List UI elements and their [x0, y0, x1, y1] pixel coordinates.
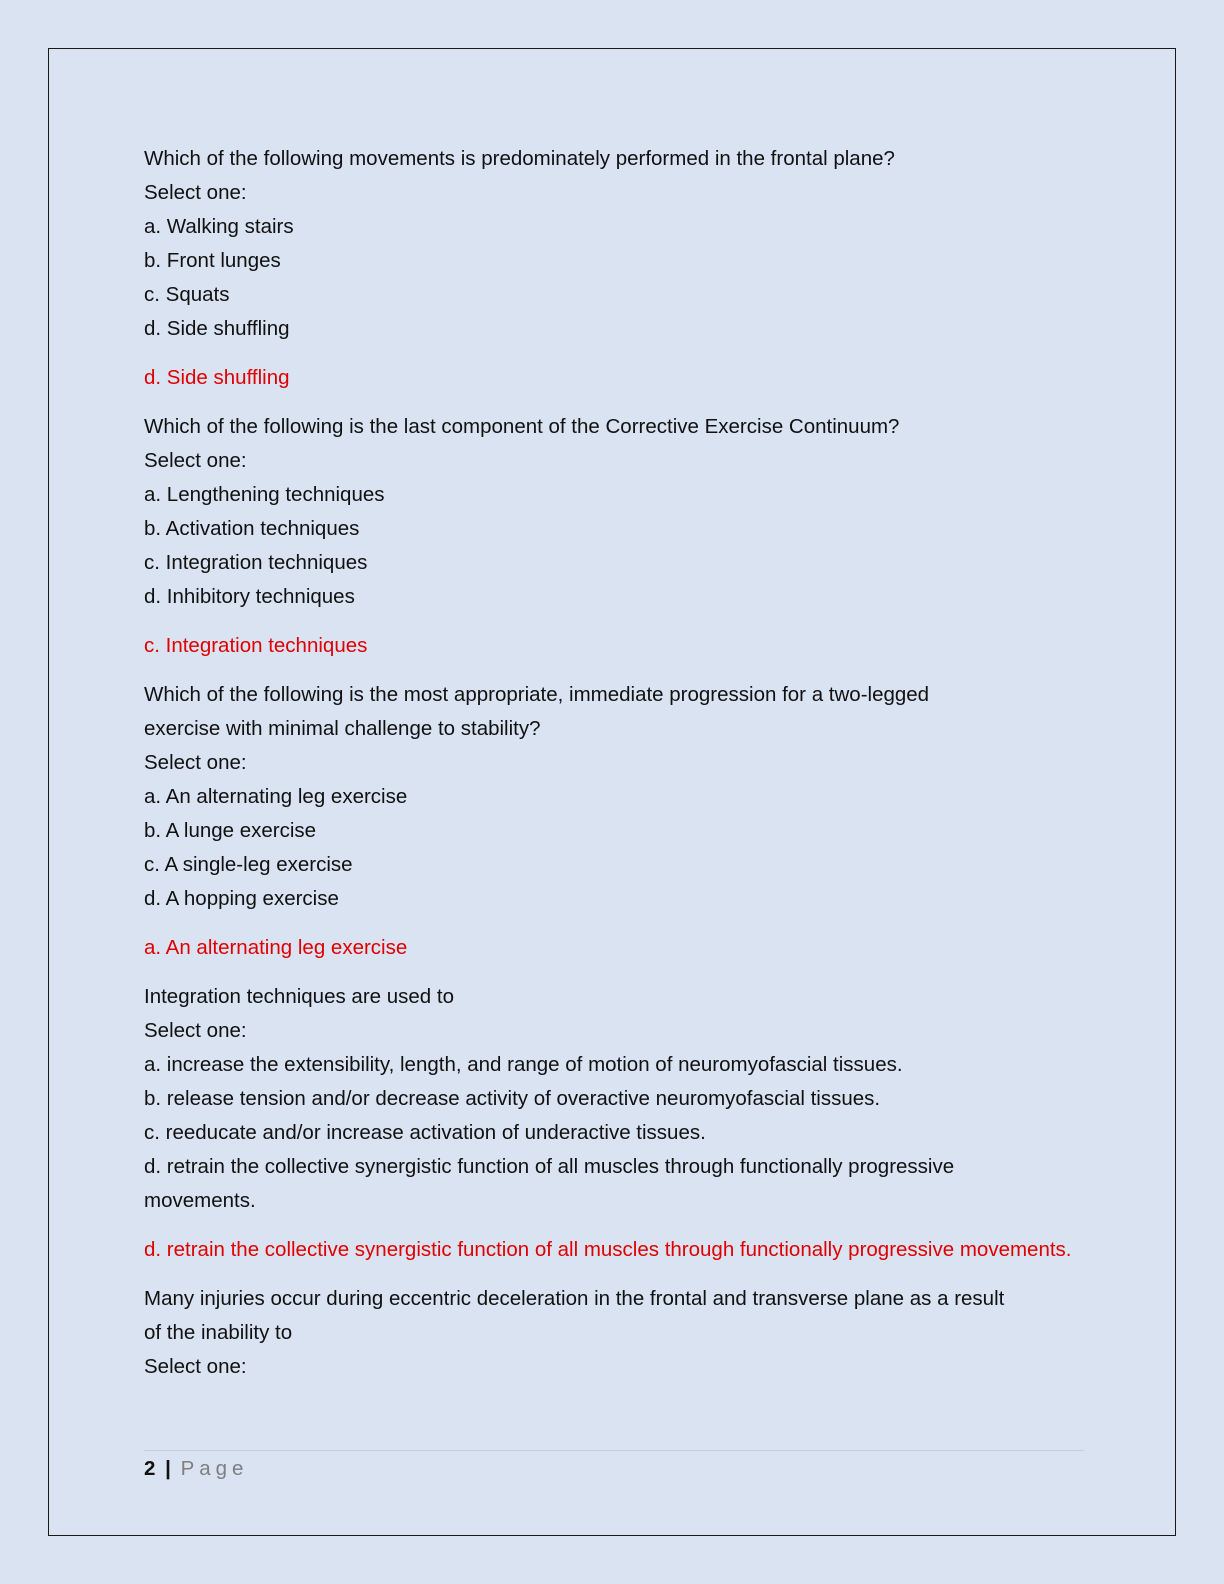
- footer-separator: |: [165, 1457, 171, 1480]
- question-stem: Integration techniques are used to: [144, 985, 454, 1008]
- question-block-1: [144, 142, 1084, 346]
- option-d: d. Side shuffling: [144, 317, 290, 340]
- select-one-label: Select one:: [144, 449, 247, 472]
- question-stem-line-2: of the inability to: [144, 1321, 293, 1344]
- option-b: b. Activation techniques: [144, 517, 360, 540]
- option-c: c. Squats: [144, 283, 230, 306]
- question-stem: Which of the following is the last component of the Corrective Exercise Continuum?: [144, 415, 900, 438]
- option-c: c. reeducate and/or increase activation of underactive tissues.: [144, 1121, 706, 1144]
- option-d: d. A hopping exercise: [144, 887, 339, 910]
- option-d: d. Inhibitory techniques: [144, 585, 355, 608]
- option-c: c. Integration techniques: [144, 551, 368, 574]
- option-a: a. Walking stairs: [144, 215, 294, 238]
- question-block-5: [144, 1282, 1084, 1384]
- answer-text-line-2: movements.: [959, 1238, 1072, 1261]
- option-d-continued: movements.: [144, 1189, 256, 1212]
- answer-text-line-1: d. retrain the collective synergistic function of all muscles through functionally progressive: [144, 1238, 955, 1261]
- option-a: a. An alternating leg exercise: [144, 785, 408, 808]
- option-b: b. A lunge exercise: [144, 819, 317, 842]
- question-block-2: [144, 410, 1084, 614]
- question-stem-line-1: Which of the following is the most appropriate, immediate progression for a two-legged: [144, 683, 930, 706]
- answer-text: d. Side shuffling: [144, 366, 290, 389]
- option-d: d. retrain the collective synergistic function of all muscles through functionally progressive: [144, 1155, 955, 1178]
- question-block-3: [144, 678, 1084, 916]
- footer-divider: [144, 1450, 1084, 1451]
- question-stem-line-2: exercise with minimal challenge to stability?: [144, 717, 541, 740]
- page-footer: [144, 1454, 248, 1484]
- option-c: c. A single-leg exercise: [144, 853, 353, 876]
- answer-1: [144, 361, 1084, 395]
- question-stem: Which of the following movements is predominately performed in the frontal plane?: [144, 147, 895, 170]
- option-b: b. release tension and/or decrease activity of overactive neuromyofascial tissues.: [144, 1087, 881, 1110]
- select-one-label: Select one:: [144, 751, 247, 774]
- question-block-4: [144, 980, 1084, 1218]
- page-label: Page: [180, 1457, 249, 1480]
- option-a: a. Lengthening techniques: [144, 483, 385, 506]
- answer-text: c. Integration techniques: [144, 634, 368, 657]
- option-a: a. increase the extensibility, length, and range of motion of neuromyofascial tissues.: [144, 1053, 903, 1076]
- document-body: [144, 142, 1084, 1399]
- select-one-label: Select one:: [144, 1019, 247, 1042]
- select-one-label: Select one:: [144, 1355, 247, 1378]
- answer-2: [144, 629, 1084, 663]
- answer-text: a. An alternating leg exercise: [144, 936, 408, 959]
- question-stem-line-1: Many injuries occur during eccentric deceleration in the frontal and transverse plane as a result: [144, 1287, 1005, 1310]
- option-b: b. Front lunges: [144, 249, 281, 272]
- page-number: 2: [144, 1457, 156, 1480]
- select-one-label: Select one:: [144, 181, 247, 204]
- answer-4: [144, 1233, 1084, 1267]
- answer-3: [144, 931, 1084, 965]
